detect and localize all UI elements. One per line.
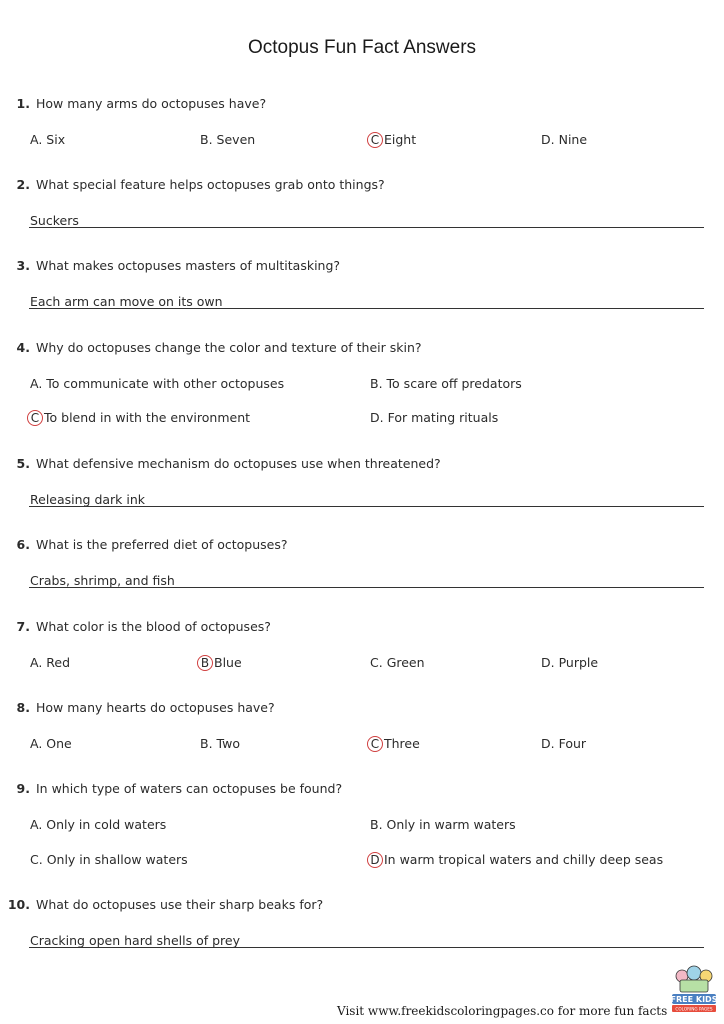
question-number: 6. <box>16 537 30 552</box>
logo-line2: COLORING PAGES <box>675 1006 713 1012</box>
question-number: 5. <box>16 456 30 471</box>
option-c[interactable]: C. Only in shallow waters <box>30 852 188 867</box>
question-text: How many hearts do octopuses have? <box>35 700 275 715</box>
question-number: 2. <box>16 177 30 192</box>
answer-circle: C <box>367 132 383 148</box>
answer-line <box>29 587 704 588</box>
answer-line <box>29 947 704 948</box>
option-d-selected[interactable]: D In warm tropical waters and chilly deep seas <box>370 852 663 868</box>
question-text: How many arms do octopuses have? <box>35 96 267 111</box>
answer-circle: D <box>367 852 383 868</box>
question-text: In which type of waters can octopuses be found? <box>35 781 343 796</box>
written-answer: Suckers <box>30 213 79 228</box>
question-text: What do octopuses use their sharp beaks for? <box>35 897 324 912</box>
option-a[interactable]: A. To communicate with other octopuses <box>30 376 285 391</box>
question-number: 3. <box>16 258 30 273</box>
option-d[interactable]: D. Four <box>541 736 587 751</box>
option-b[interactable]: B. Only in warm waters <box>370 817 516 832</box>
option-c-selected[interactable]: C Eight <box>370 132 416 148</box>
page-title: Octopus Fun Fact Answers <box>247 37 477 58</box>
question-text: What special feature helps octopuses grab onto things? <box>35 177 385 192</box>
written-answer: Crabs, shrimp, and fish <box>30 573 175 588</box>
option-b[interactable]: B. Seven <box>200 132 256 147</box>
written-answer: Releasing dark ink <box>30 492 146 507</box>
question-text: What color is the blood of octopuses? <box>35 619 271 634</box>
option-b-selected[interactable]: B Blue <box>200 655 242 671</box>
question-number: 10. <box>7 897 30 912</box>
option-c-selected[interactable]: C To blend in with the environment <box>30 410 250 426</box>
answer-line <box>29 308 704 309</box>
option-a[interactable]: A. Red <box>30 655 71 670</box>
option-b[interactable]: B. To scare off predators <box>370 376 522 391</box>
option-b[interactable]: B. Two <box>200 736 240 751</box>
answer-circle: B <box>197 655 213 671</box>
answer-line <box>29 227 704 228</box>
question-number: 8. <box>16 700 30 715</box>
question-text: What defensive mechanism do octopuses use when threatened? <box>35 456 441 471</box>
answer-circle: C <box>367 736 383 752</box>
coloring-logo-icon <box>668 964 720 1016</box>
answer-circle: C <box>27 410 43 426</box>
written-answer: Each arm can move on its own <box>30 294 223 309</box>
footer-link-text: Visit www.freekidscoloringpages.co for more fun facts <box>337 1004 668 1018</box>
option-a[interactable]: A. Only in cold waters <box>30 817 167 832</box>
question-number: 1. <box>16 96 30 111</box>
option-a[interactable]: A. Six <box>30 132 66 147</box>
option-d[interactable]: D. Nine <box>541 132 588 147</box>
question-text: Why do octopuses change the color and texture of their skin? <box>35 340 422 355</box>
question-text: What makes octopuses masters of multitasking? <box>35 258 341 273</box>
question-text: What is the preferred diet of octopuses? <box>35 537 288 552</box>
written-answer: Cracking open hard shells of prey <box>30 933 240 948</box>
question-number: 9. <box>16 781 30 796</box>
option-d[interactable]: D. Purple <box>541 655 599 670</box>
answer-line <box>29 506 704 507</box>
option-d[interactable]: D. For mating rituals <box>370 410 499 425</box>
logo-line1: FREE KIDS <box>670 995 718 1004</box>
question-number: 7. <box>16 619 30 634</box>
option-c[interactable]: C. Green <box>370 655 425 670</box>
option-a[interactable]: A. One <box>30 736 72 751</box>
question-number: 4. <box>16 340 30 355</box>
option-c-selected[interactable]: C Three <box>370 736 420 752</box>
